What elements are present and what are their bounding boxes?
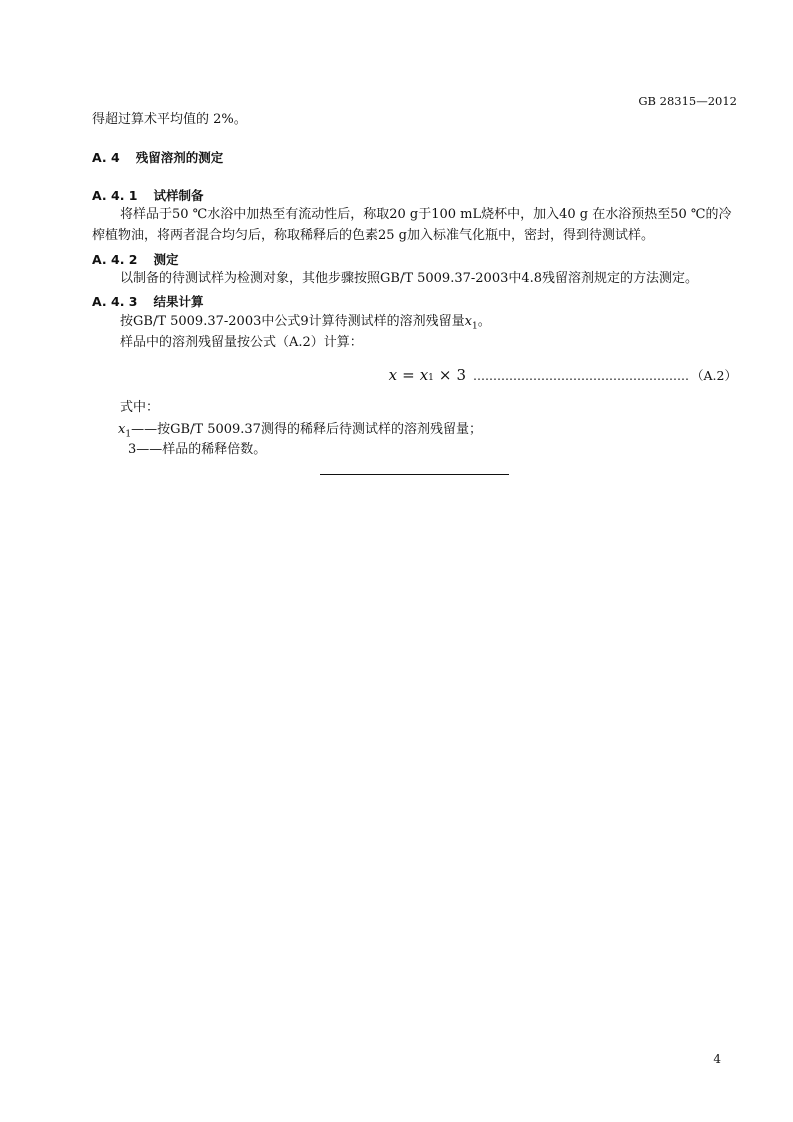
where-definition-3: [128, 440, 266, 460]
where-label: 式中：: [120, 400, 160, 415]
formula-leader-dots: ………………………………………………: [473, 369, 690, 383]
a43-paragraph-line-2: 样品中的溶剂残留量按公式（A.2）计算：: [120, 335, 363, 350]
section-number: A. 4. 3: [92, 294, 138, 309]
definition-text: ——按GB/T 5009.37测得的稀释后待测试样的溶剂残留量；: [131, 422, 482, 437]
formula-number: （A.2）: [691, 368, 737, 383]
definition-text: ——样品的稀释倍数。: [136, 442, 267, 457]
subscript-1: 1: [125, 429, 132, 440]
a43-line1-end: 。: [477, 314, 491, 329]
section-number: A. 4. 1: [92, 188, 138, 203]
section-title: 试样制备: [153, 188, 204, 203]
formula-equals: =: [402, 366, 415, 384]
a42-paragraph-line-1: 以制备的待测试样为检测对象，其他步骤按照GB/T 5009.37-2003中4.8残留溶剂规定的方法测定。: [120, 271, 699, 286]
standard-number-header: GB 28315—2012: [638, 94, 737, 108]
variable-x: x: [464, 314, 472, 329]
section-a42-heading: [92, 250, 179, 268]
variable-x: x: [118, 422, 126, 437]
a41-paragraph-line-1: 将样品于50 ℃水浴中加热至有流动性后，称取20 g于100 mL烧杯中，加入40 g 在水浴预热至50 ℃的冷: [120, 207, 732, 222]
formula-lhs: x: [388, 366, 398, 384]
section-title: 结果计算: [153, 294, 204, 309]
end-of-document-rule: [320, 474, 509, 475]
continuation-text: 得超过算术平均值的 2%。: [92, 112, 247, 127]
section-a43-heading: [92, 292, 204, 310]
section-title: 测定: [153, 252, 179, 267]
definition-symbol: 3: [128, 442, 137, 457]
section-a4-heading: [92, 148, 223, 166]
formula-sub: 1: [428, 373, 434, 383]
a41-paragraph-line-2: 榨植物油，将两者混合均匀后，称取稀释后的色素25 g加入标准气化瓶中，密封，得到待测试样。: [92, 228, 654, 243]
page-number: 4: [713, 1052, 721, 1066]
formula-a2: [389, 366, 737, 384]
section-number: A. 4. 2: [92, 252, 138, 267]
subscript-1: 1: [471, 321, 478, 332]
formula-factor: 3: [456, 366, 467, 384]
formula-times: ×: [438, 366, 452, 384]
section-number: A. 4: [92, 150, 120, 165]
a43-line1-text: 按GB/T 5009.37-2003中公式9计算待测试样的溶剂残留量: [120, 314, 465, 329]
formula-var: x: [419, 366, 429, 384]
section-a41-heading: [92, 186, 204, 204]
section-title: 残留溶剂的测定: [135, 150, 224, 165]
